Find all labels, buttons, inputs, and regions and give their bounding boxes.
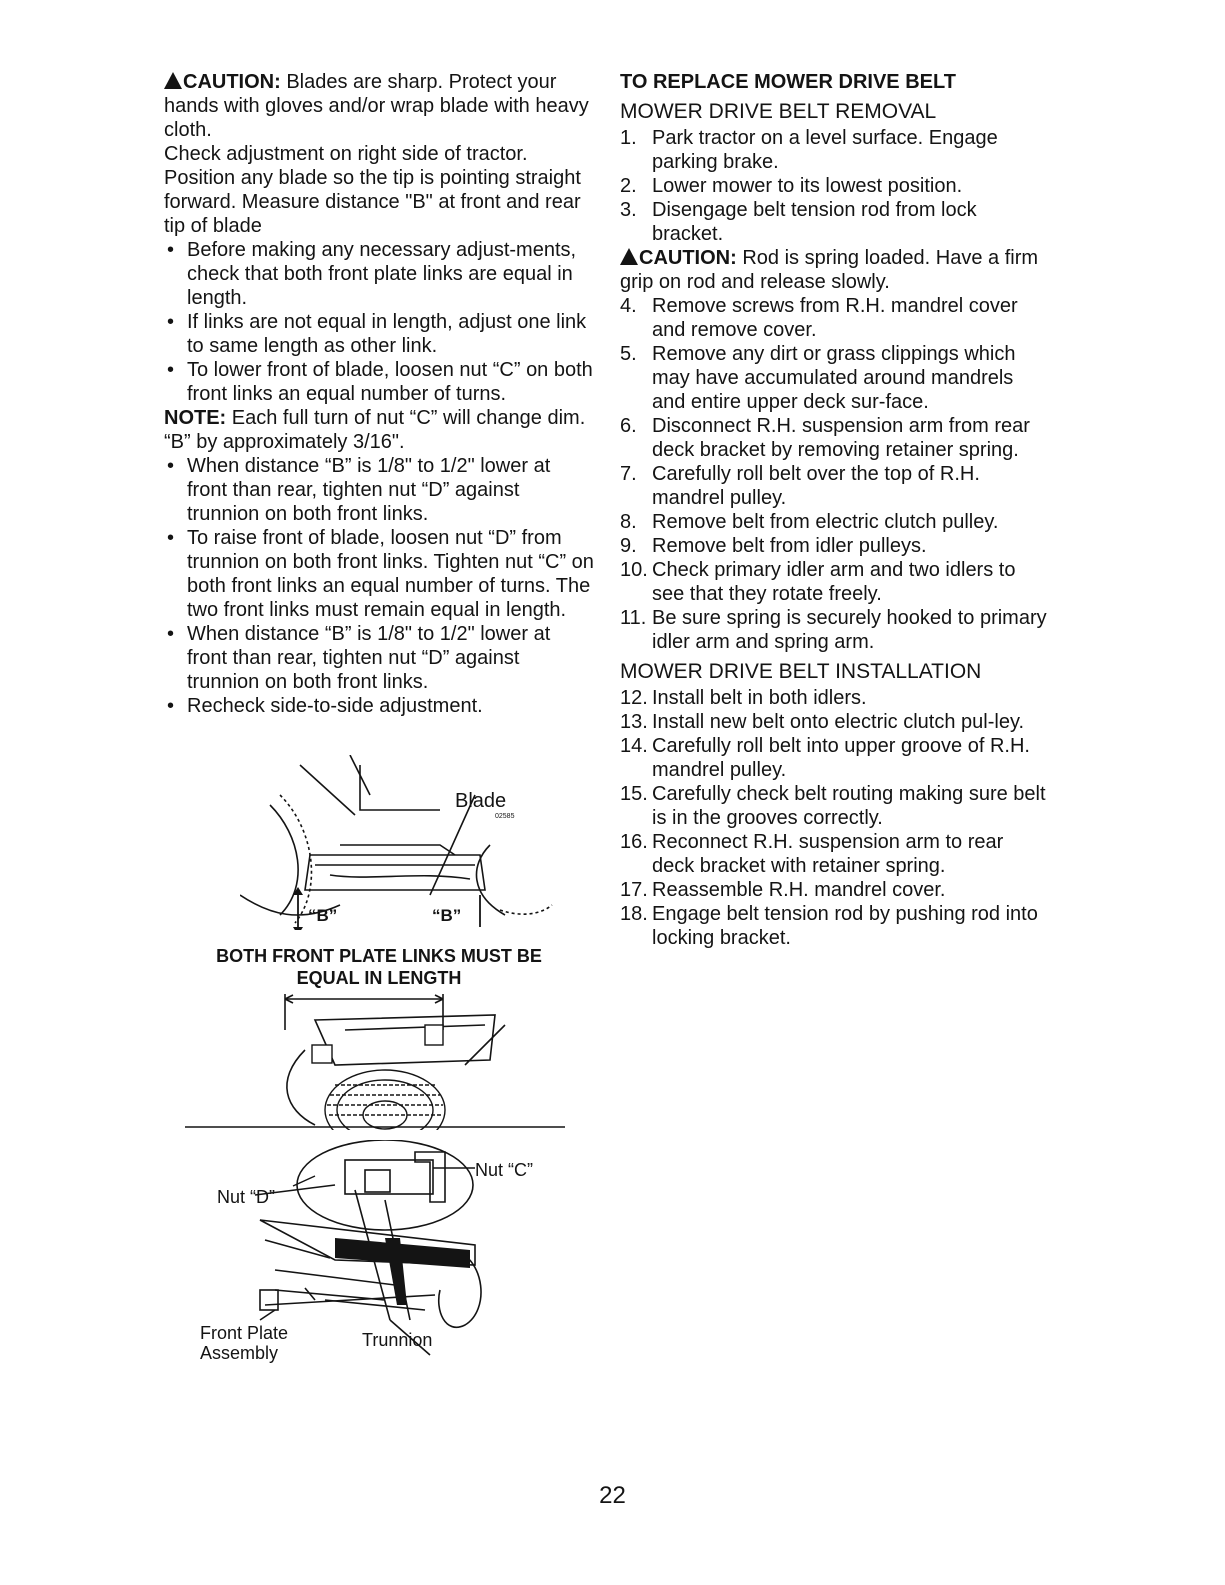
caution-text: Rod is spring loaded. Have a firm grip on rod and release slowly. xyxy=(620,247,1039,293)
warning-triangle-icon xyxy=(164,72,182,89)
removal-steps-a xyxy=(620,126,1050,246)
step-number: 2. xyxy=(620,175,637,197)
adjustment-paragraph: Check adjustment on right side of tractor. Position any blade so the tip is pointing straight forward. Measure distance "B" at front and rear tip of blade xyxy=(164,143,581,237)
step-text: Reconnect R.H. suspension arm to rear deck bracket with retainer spring. xyxy=(652,831,1004,877)
step-number: 17. xyxy=(620,879,648,901)
blade-label: Blade xyxy=(455,790,507,812)
bullet-list-1 xyxy=(164,238,594,406)
removal-steps-b xyxy=(620,294,1050,654)
step-number: 16. xyxy=(620,831,648,853)
front-plate-assembly-label xyxy=(200,1323,288,1363)
step-number: 6. xyxy=(620,415,637,437)
list-item xyxy=(620,710,1050,734)
list-item xyxy=(620,606,1050,654)
step-number: 15. xyxy=(620,783,648,805)
caution-rod xyxy=(620,246,1050,294)
step-text: Carefully roll belt over the top of R.H. mandrel pulley. xyxy=(652,463,980,509)
step-number: 5. xyxy=(620,343,637,365)
trunnion-label: Trunnion xyxy=(362,1330,433,1350)
list-item xyxy=(620,782,1050,830)
list-item: • When distance “B” is 1/8" to 1/2" lower at front than rear, tighten nut “D” against trunnion on both front links. xyxy=(164,454,594,526)
front-plate-links-illustration xyxy=(185,990,570,1130)
list-item xyxy=(620,686,1050,710)
list-item: • Before making any necessary adjust-ments, check that both front plate links are equal in length. xyxy=(164,238,594,310)
step-number: 12. xyxy=(620,687,648,709)
list-item xyxy=(620,174,1050,198)
list-item: • To lower front of blade, loosen nut “C” on both front links an equal number of turns. xyxy=(164,358,594,406)
step-number: 4. xyxy=(620,295,637,317)
step-text: Reassemble R.H. mandrel cover. xyxy=(652,879,946,901)
page-number: 22 xyxy=(599,1482,626,1509)
step-text: Check primary idler arm and two idlers to see that they rotate freely. xyxy=(652,559,1016,605)
list-item xyxy=(620,462,1050,510)
list-item xyxy=(620,414,1050,462)
step-number: 13. xyxy=(620,711,648,733)
caption-line-2: EQUAL IN LENGTH xyxy=(296,968,462,988)
step-text: Carefully roll belt into upper groove of R.H. mandrel pulley. xyxy=(652,735,1030,781)
note-text: Each full turn of nut “C” will change dim. “B” by approximately 3/16". xyxy=(164,407,586,453)
step-number: 14. xyxy=(620,735,648,757)
list-item xyxy=(620,830,1050,878)
install-steps xyxy=(620,686,1050,950)
step-text: Be sure spring is securely hooked to primary idler arm and spring arm. xyxy=(652,607,1047,653)
nut-c-label: Nut “C” xyxy=(475,1160,533,1180)
list-item xyxy=(620,510,1050,534)
list-item: • Recheck side-to-side adjustment. xyxy=(164,694,594,718)
b-label-1: “B” xyxy=(308,906,338,925)
removal-heading: MOWER DRIVE BELT REMOVAL xyxy=(620,100,937,123)
section-heading: TO REPLACE MOWER DRIVE BELT xyxy=(620,71,956,93)
install-heading: MOWER DRIVE BELT INSTALLATION xyxy=(620,660,982,683)
list-item: • When distance “B” is 1/8" to 1/2" lower at front than rear, tighten nut “D” against trunnion on both front links. xyxy=(164,622,594,694)
figure-code: 02585 xyxy=(495,813,515,820)
caution-label: CAUTION: xyxy=(639,247,737,269)
step-number: 7. xyxy=(620,463,637,485)
step-text: Remove belt from idler pulleys. xyxy=(652,535,927,557)
step-text: Remove any dirt or grass clippings which may have accumulated around mandrels and entire upper deck sur-face. xyxy=(652,343,1016,413)
step-text: Carefully check belt routing making sure belt is in the grooves correctly. xyxy=(652,783,1046,829)
step-text: Install belt in both idlers. xyxy=(652,687,867,709)
list-item: • To raise front of blade, loosen nut “D” from trunnion on both front links. Tighten nut “C” on both front links an equal number of turns. The two front links must remain equal in length. xyxy=(164,526,594,622)
note xyxy=(164,406,594,454)
list-item xyxy=(620,198,1050,246)
step-text: Remove belt from electric clutch pulley. xyxy=(652,511,999,533)
step-number: 11. xyxy=(620,607,647,629)
step-text: Lower mower to its lowest position. xyxy=(652,175,963,197)
list-item: • If links are not equal in length, adjust one link to same length as other link. xyxy=(164,310,594,358)
caution-label: CAUTION: xyxy=(183,71,281,93)
note-label: NOTE: xyxy=(164,407,227,429)
list-item xyxy=(620,902,1050,950)
step-text: Disconnect R.H. suspension arm from rear deck bracket by removing retainer spring. xyxy=(652,415,1030,461)
step-number: 10. xyxy=(620,559,648,581)
step-text: Engage belt tension rod by pushing rod into locking bracket. xyxy=(652,903,1038,949)
front-plate-line-2: Assembly xyxy=(200,1343,279,1363)
list-item xyxy=(620,878,1050,902)
b-label-2: “B” xyxy=(432,906,462,925)
caution-text: Blades are sharp. Protect your hands with gloves and/or wrap blade with heavy cloth. xyxy=(164,71,589,141)
right-column xyxy=(620,70,1050,950)
bullet-list-2 xyxy=(164,454,594,718)
list-item xyxy=(620,734,1050,782)
list-item xyxy=(620,534,1050,558)
step-text: Park tractor on a level surface. Engage parking brake. xyxy=(652,127,998,173)
step-text: Disengage belt tension rod from lock bracket. xyxy=(652,199,977,245)
list-item xyxy=(620,126,1050,174)
warning-triangle-icon xyxy=(620,248,638,265)
list-item xyxy=(620,558,1050,606)
list-item xyxy=(620,342,1050,414)
list-item xyxy=(620,294,1050,342)
nut-d-label: Nut “D” xyxy=(217,1187,275,1207)
step-number: 18. xyxy=(620,903,648,925)
step-text: Install new belt onto electric clutch pul-ley. xyxy=(652,711,1025,733)
left-column xyxy=(164,70,594,718)
caution-blades xyxy=(164,70,594,142)
step-number: 8. xyxy=(620,511,637,533)
step-number: 1. xyxy=(620,127,637,149)
blade-measurement-illustration xyxy=(240,755,560,930)
step-number: 9. xyxy=(620,535,637,557)
step-text: Remove screws from R.H. mandrel cover and remove cover. xyxy=(652,295,1018,341)
caption-line-1: BOTH FRONT PLATE LINKS MUST BE xyxy=(216,946,542,966)
step-number: 3. xyxy=(620,199,637,221)
front-plate-line-1: Front Plate xyxy=(200,1323,289,1343)
figure2-caption xyxy=(164,945,594,989)
